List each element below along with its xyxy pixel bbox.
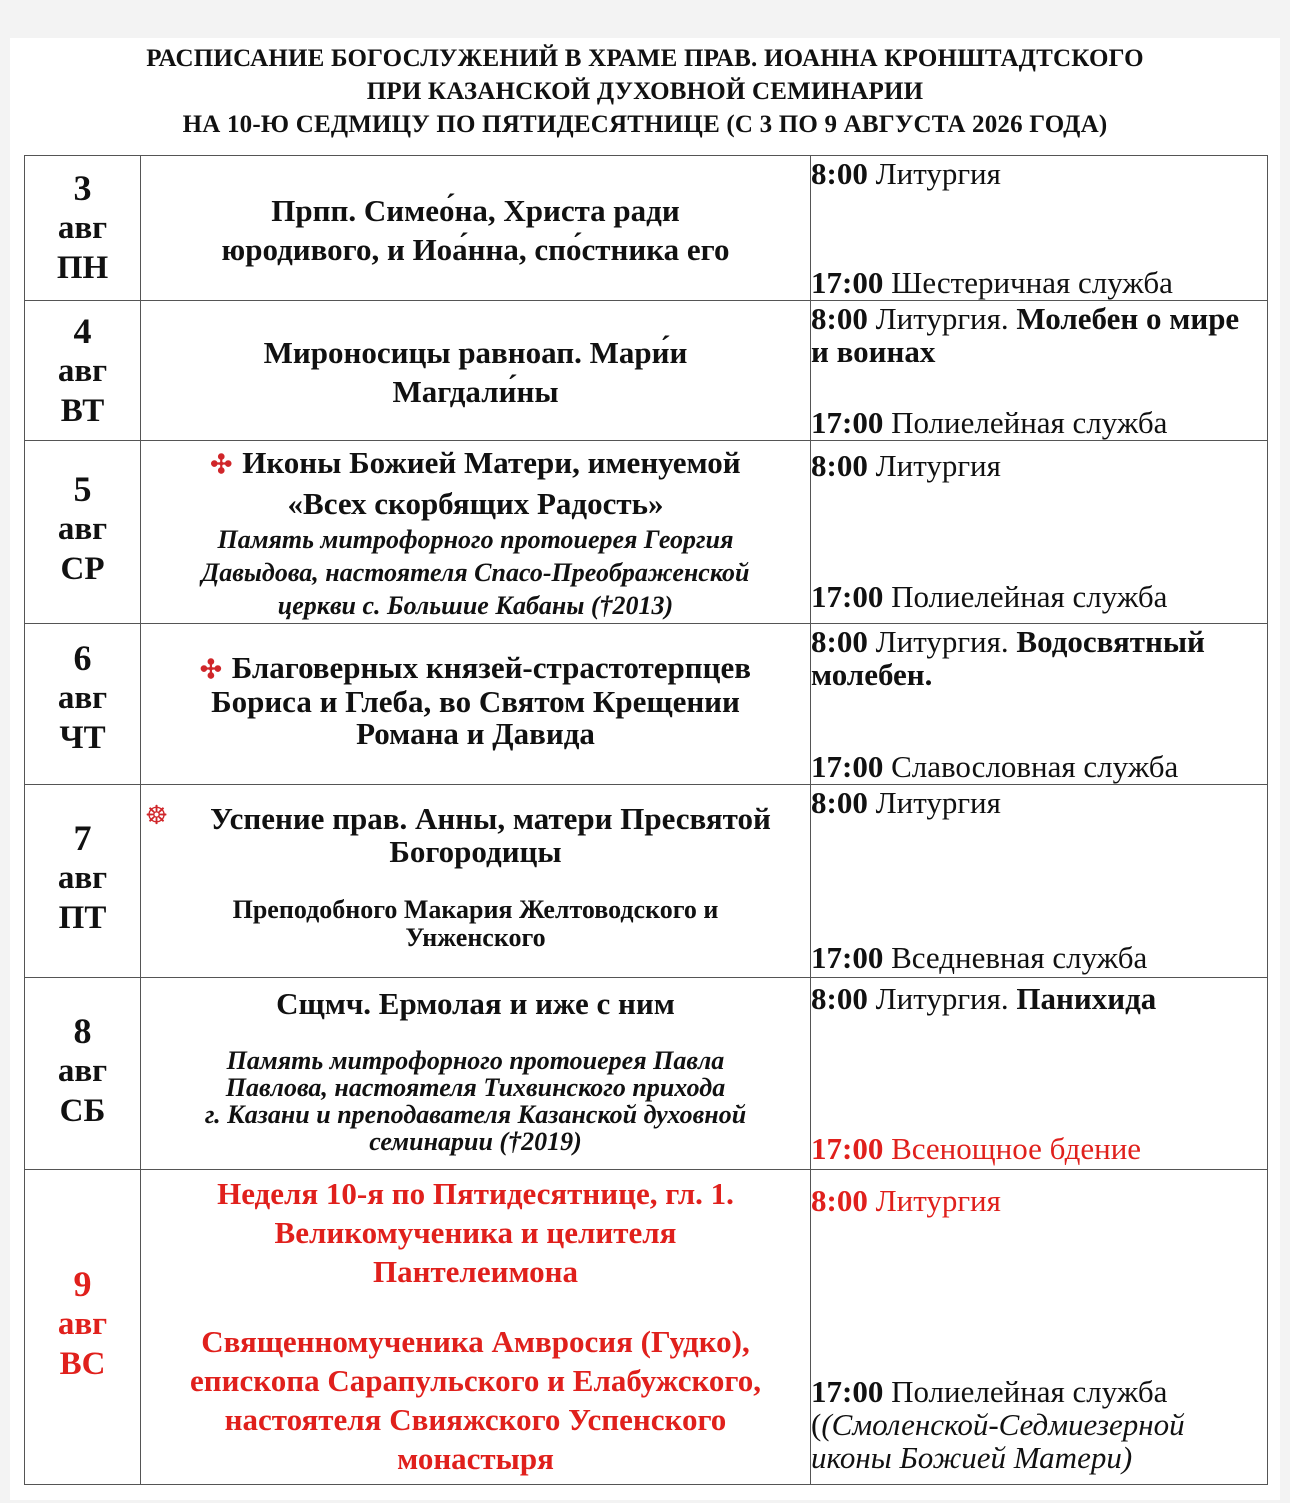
feast-line: Богородицы (389, 834, 562, 869)
feast-cell (141, 785, 811, 978)
day-cell (25, 1170, 141, 1485)
evening-service: 17:00 Шестеричная служба (811, 265, 1173, 300)
day-cell (25, 978, 141, 1170)
polyeleos-sign-icon: ✣ (200, 655, 222, 684)
feast-line: ✣ Иконы Божией Матери, именуемой (210, 445, 741, 480)
day-cell (25, 441, 141, 624)
day-month: авг (57, 1053, 108, 1089)
feast-line: Мироносицы равноап. Мари́и (263, 335, 688, 370)
secondary-feast-line: Преподобного Макария Желтоводского и (232, 895, 719, 924)
schedule-header (10, 42, 1280, 141)
feast-line: епископа Сарапульского и Елабужского, (190, 1363, 761, 1398)
table-row (25, 1170, 1268, 1485)
morning-service: 8:00 Литургия (811, 1183, 1001, 1218)
feast-line: Неделя 10-я по Пятидесятнице, гл. 1. (217, 1176, 734, 1211)
day-cell (25, 624, 141, 785)
feast-cell (141, 624, 811, 785)
feast-cell (141, 978, 811, 1170)
feast-cell (141, 156, 811, 301)
morning-service: 8:00 Литургия (811, 156, 1001, 191)
day-cell (25, 301, 141, 441)
day-number: 4 (73, 311, 92, 351)
memorial-note: Павлова, настоятеля Тихвинского прихода (225, 1073, 726, 1102)
feast-line: Прпп. Симео́на, Христа ради (271, 193, 680, 228)
evening-note: (Смоленской-Седмиезерной (821, 1407, 1185, 1442)
day-month: авг (57, 1306, 108, 1342)
feast-cell (141, 1170, 811, 1485)
morning-service: 8:00 Литургия (811, 785, 1001, 820)
feast-line: Пантелеимона (372, 1254, 579, 1289)
feast-cell (141, 301, 811, 441)
day-weekday: ПТ (58, 900, 107, 936)
feast-line: Магдали́ны (392, 374, 559, 409)
services-cell (811, 624, 1268, 785)
morning-service: 8:00 Литургия. Водосвятный молебен. (811, 624, 1205, 692)
feast-line: Священномученика Амвросия (Гудко), (201, 1324, 750, 1359)
day-weekday: ПН (56, 250, 109, 286)
day-number: 3 (73, 168, 92, 208)
day-month: авг (57, 860, 108, 896)
day-number: 8 (73, 1011, 92, 1051)
services-cell (811, 441, 1268, 624)
evening-note: иконы Божией Матери) (811, 1440, 1133, 1475)
memorial-note: семинарии (†2019) (369, 1127, 582, 1156)
day-month: авг (57, 353, 108, 389)
feast-line: «Всех скорбящих Радость» (287, 486, 664, 521)
memorial-note: Память митрофорного протоиерея Георгия (217, 525, 734, 554)
day-month: авг (57, 680, 108, 716)
header-line-2: ПРИ КАЗАНСКОЙ ДУХОВНОЙ СЕМИНАРИИ (366, 78, 924, 105)
table-row (25, 301, 1268, 441)
feast-line: Сщмч. Ермолая и иже с ним (276, 986, 675, 1021)
feast-line: монастыря (397, 1441, 554, 1476)
day-month: авг (57, 210, 108, 246)
day-month: авг (57, 511, 108, 547)
day-number: 9 (73, 1264, 92, 1304)
evening-service: 17:00 Полиелейная служба ((Смоленской-Седмиезерной иконы Божией Матери) (811, 1374, 1185, 1475)
day-weekday: ЧТ (59, 720, 106, 756)
memorial-note: Давыдова, настоятеля Спасо-Преображенской (201, 558, 750, 587)
day-weekday: СБ (59, 1093, 106, 1129)
feast-line: юродивого, и Иоа́нна, спо́стника его (221, 232, 730, 267)
day-number: 7 (73, 818, 92, 858)
day-weekday: ВТ (60, 393, 105, 429)
table-row (25, 441, 1268, 624)
polyeleos-sign-icon: ✣ (210, 450, 233, 479)
day-number: 6 (73, 638, 92, 678)
day-number: 5 (73, 469, 92, 509)
day-weekday: ВС (59, 1346, 106, 1382)
evening-service: 17:00 Славословная служба (811, 749, 1179, 784)
feast-line: Романа и Давида (356, 716, 595, 751)
evening-service: 17:00 Полиелейная служба (811, 579, 1168, 614)
table-row (25, 624, 1268, 785)
morning-service: 8:00 Литургия (811, 448, 1001, 483)
feast-line: ✣ Благоверных князей-страстотерпцев (200, 650, 751, 685)
feast-line: Бориса и Глеба, во Святом Крещении (211, 684, 740, 719)
services-cell (811, 156, 1268, 301)
services-cell (811, 301, 1268, 441)
memorial-note: Память митрофорного протоиерея Павла (226, 1046, 725, 1075)
services-cell (811, 785, 1268, 978)
header-line-3: НА 10-Ю СЕДМИЦУ ПО ПЯТИДЕСЯТНИЦЕ (С 3 ПО 9 АВГУСТА 2026 ГОДА) (182, 111, 1108, 138)
feast-line: настоятеля Свияжского Успенского (224, 1402, 727, 1437)
schedule-table (24, 155, 1268, 1485)
feast-cell (141, 441, 811, 624)
day-weekday: СР (60, 551, 105, 587)
table-row (25, 156, 1268, 301)
memorial-note: церкви с. Большие Кабаны (†2013) (277, 591, 674, 620)
schedule-sheet (10, 38, 1280, 1500)
evening-service: 17:00 Полиелейная служба (811, 405, 1168, 440)
evening-service: 17:00 Вседневная служба (811, 940, 1148, 975)
day-cell (25, 785, 141, 978)
table-row (25, 785, 1268, 978)
services-cell (811, 978, 1268, 1170)
services-cell (811, 1170, 1268, 1485)
secondary-feast-line: Унженского (405, 923, 546, 952)
morning-service: 8:00 Литургия. Панихида (811, 981, 1157, 1016)
day-cell (25, 156, 141, 301)
memorial-note: г. Казани и преподавателя Казанской духовной (204, 1100, 747, 1129)
feast-line: Великомученика и целителя (274, 1215, 677, 1250)
evening-service: 17:00 Всенощное бдение (811, 1131, 1142, 1166)
feast-line: Успение прав. Анны, матери Пресвятой (210, 801, 771, 836)
table-row (25, 978, 1268, 1170)
header-line-1: РАСПИСАНИЕ БОГОСЛУЖЕНИЙ В ХРАМЕ ПРАВ. ИОАННА КРОНШТАДТСКОГО (146, 45, 1144, 72)
morning-service: 8:00 Литургия. Молебен о мире и воинах (811, 301, 1240, 369)
sixfold-sign-icon: ☸ (145, 801, 169, 830)
